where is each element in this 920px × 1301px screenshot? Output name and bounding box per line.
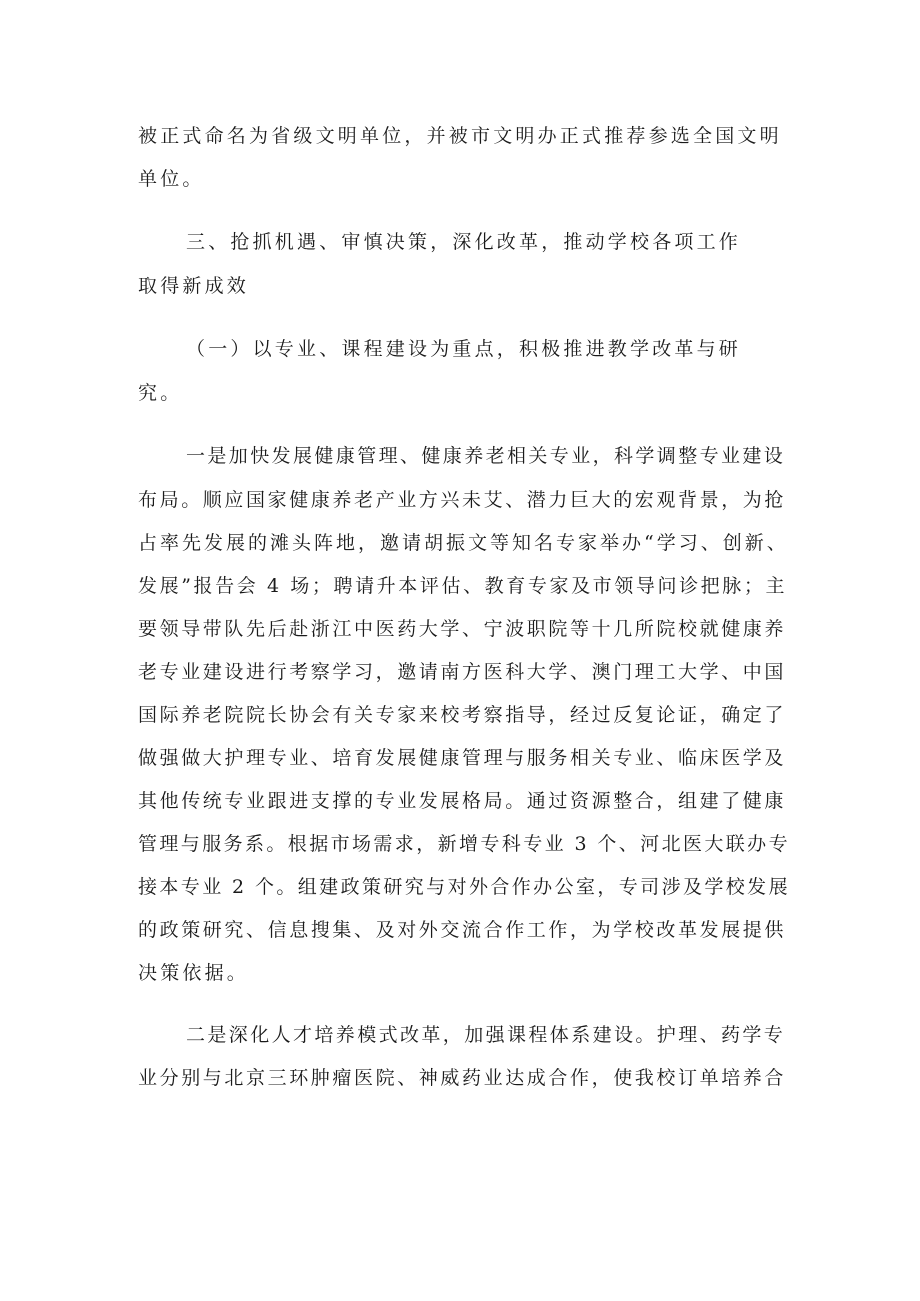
paragraph-line: 做强做大护理专业、培育发展健康管理与服务相关专业、临床医学及 (138, 747, 787, 769)
section-heading-line: 三、抢抓机遇、审慎决策，深化改革，推动学校各项工作 (186, 231, 742, 253)
subsection-heading-line: （一）以专业、课程建设为重点，积极推进教学改革与研 (186, 338, 742, 360)
subsection-heading-line: 究。 (138, 382, 183, 404)
paragraph-line: 发展”报告会 4 场；聘请升本评估、教育专家及市领导问诊把脉；主 (138, 575, 788, 597)
paragraph-line: 其他传统专业跟进支撑的专业发展格局。通过资源整合，组建了健康 (138, 790, 787, 812)
paragraph-line: 占率先发展的滩头阵地，邀请胡振文等知名专家举办“学习、创新、 (138, 532, 789, 554)
paragraph-line: 接本专业 2 个。组建政策研究与对外合作办公室，专司涉及学校发展 (138, 876, 790, 898)
paragraph-line: 的政策研究、信息搜集、及对外交流合作工作，为学校改革发展提供 (138, 919, 787, 941)
paragraph-line: 业分别与北京三环肿瘤医院、神威药业达成合作，使我校订单培养合 (138, 1067, 787, 1089)
paragraph-line: 国际养老院院长协会有关专家来校考察指导，经过反复论证，确定了 (138, 704, 787, 726)
paragraph-line: 一是加快发展健康管理、健康养老相关专业，科学调整专业建设 (186, 445, 786, 467)
paragraph-line: 要领导带队先后赴浙江中医药大学、宁波职院等十几所院校就健康养 (138, 618, 787, 640)
paragraph-line: 决策依据。 (138, 962, 250, 984)
paragraph-line: 老专业建设进行考察学习，邀请南方医科大学、澳门理工大学、中国 (138, 661, 787, 683)
section-heading-line: 取得新成效 (138, 275, 250, 297)
paragraph-line: 二是深化人才培养模式改革，加强课程体系建设。护理、药学专 (186, 1024, 786, 1046)
paragraph-line: 被正式命名为省级文明单位，并被市文明办正式推荐参选全国文明 (138, 125, 782, 147)
paragraph-line: 管理与服务系。根据市场需求，新增专科专业 3 个、河北医大联办专 (138, 833, 790, 855)
paragraph-line: 布局。顺应国家健康养老产业方兴未艾、潜力巨大的宏观背景，为抢 (138, 489, 787, 511)
paragraph-line: 单位。 (138, 168, 205, 190)
